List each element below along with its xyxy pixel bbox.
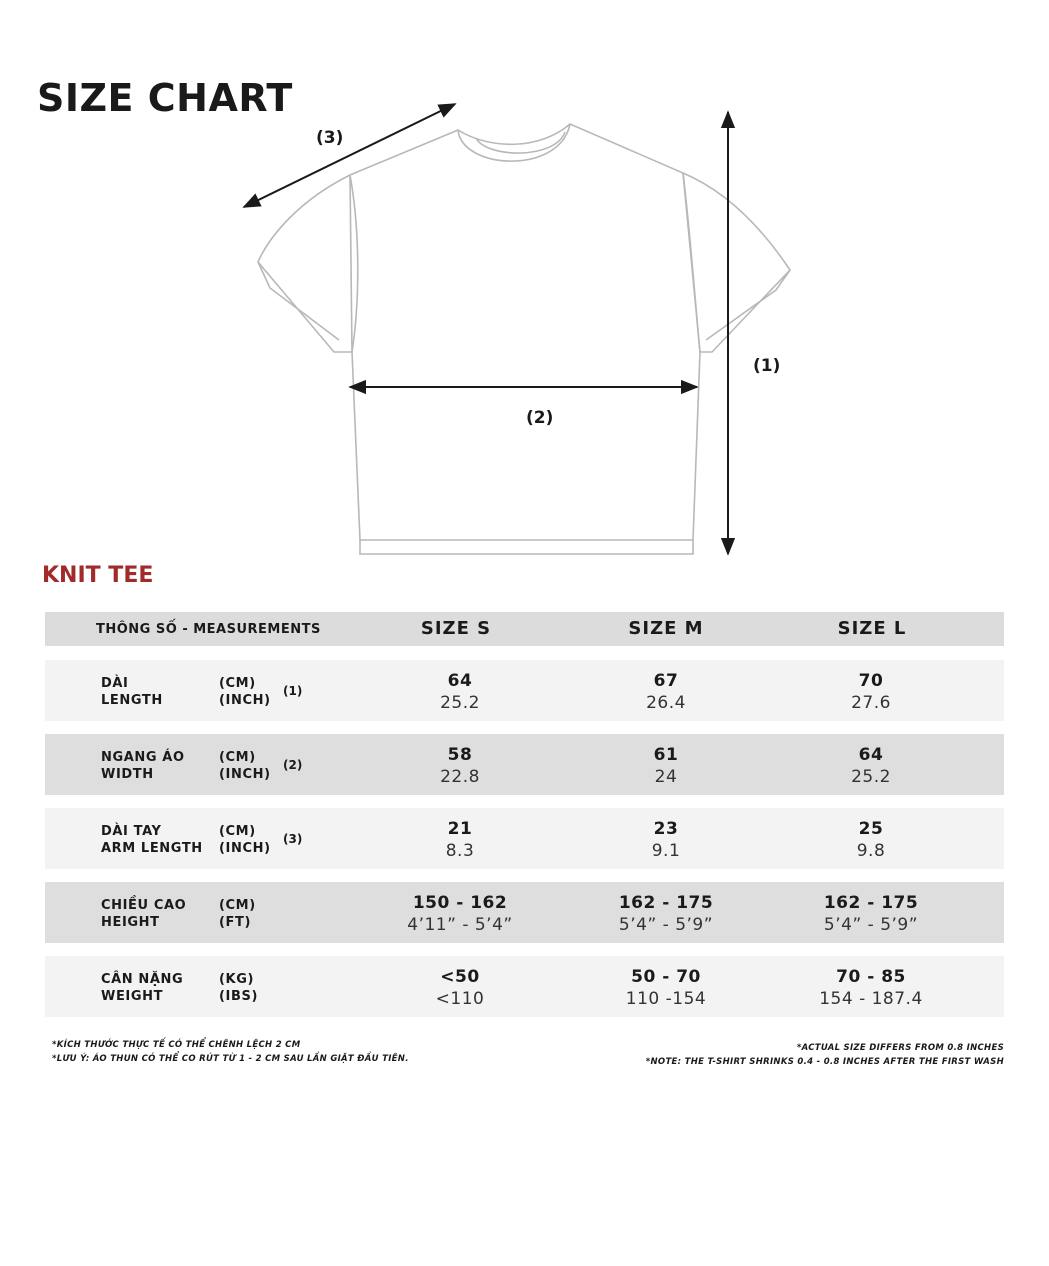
product-name: KNIT TEE (42, 563, 154, 588)
header-size-m: SIZE M (628, 618, 704, 639)
table-row (45, 734, 1004, 795)
value-l: 70 - 85 154 - 187.4 (819, 967, 923, 1009)
notes-en (646, 1041, 1004, 1069)
page-title: SIZE CHART (37, 76, 293, 120)
tshirt-outline (258, 124, 790, 554)
table-header (45, 612, 1004, 646)
value-m: 50 - 70 110 -154 (625, 967, 707, 1009)
width-label: (2) (526, 408, 554, 428)
row-label: CÂN NẶNG WEIGHT (101, 972, 184, 1004)
length-label: (1) (753, 356, 781, 376)
row-units: (CM) (INCH) (219, 824, 271, 856)
value-s: 64 25.2 (440, 671, 480, 713)
table-row (45, 660, 1004, 721)
value-m: 67 26.4 (646, 671, 686, 713)
note-line: *ACTUAL SIZE DIFFERS FROM 0.8 INCHES (796, 1043, 1004, 1053)
row-units: (CM) (INCH) (219, 676, 271, 708)
arm-length-label: (3) (316, 128, 344, 148)
value-l: 70 27.6 (851, 671, 891, 713)
note-line: *KÍCH THƯỚC THỰC TẾ CÓ THỂ CHÊNH LỆCH 2 CM (52, 1040, 301, 1050)
header-size-l: SIZE L (837, 618, 907, 639)
row-label: NGANG ÁO WIDTH (101, 750, 185, 782)
note-line: *NOTE: THE T-SHIRT SHRINKS 0.4 - 0.8 INCHES AFTER THE FIRST WASH (645, 1057, 1004, 1067)
row-label: CHIỀU CAO HEIGHT (101, 898, 187, 930)
note-line: *LƯU Ý: ÁO THUN CÓ THỂ CO RÚT TỪ 1 - 2 CM SAU LẦN GIẶT ĐẦU TIÊN. (52, 1054, 409, 1064)
table-row (45, 808, 1004, 869)
value-m: 61 24 (653, 745, 679, 787)
row-label: DÀI LENGTH (101, 676, 163, 708)
value-l: 64 25.2 (851, 745, 891, 787)
row-ref: (3) (283, 832, 303, 846)
row-ref: (1) (283, 684, 303, 698)
table-row (45, 882, 1004, 943)
value-m: 162 - 175 5’4” - 5’9” (618, 893, 714, 935)
value-l: 162 - 175 5’4” - 5’9” (823, 893, 919, 935)
row-label: DÀI TAY ARM LENGTH (101, 824, 203, 856)
row-units: (KG) (IBS) (219, 972, 258, 1004)
table-row (45, 956, 1004, 1017)
row-units: (CM) (INCH) (219, 750, 271, 782)
value-s: 58 22.8 (440, 745, 480, 787)
value-s: <50 <110 (435, 967, 485, 1009)
value-l: 25 9.8 (856, 819, 886, 861)
value-m: 23 9.1 (651, 819, 681, 861)
value-s: 21 8.3 (445, 819, 475, 861)
row-ref: (2) (283, 758, 303, 772)
tshirt-diagram (0, 0, 1049, 570)
value-s: 150 - 162 4’11” - 5’4” (407, 893, 513, 935)
row-units: (CM) (FT) (219, 898, 256, 930)
header-size-s: SIZE S (420, 618, 492, 639)
notes-vi (52, 1038, 409, 1066)
header-label: THÔNG SỐ - MEASUREMENTS (96, 622, 321, 637)
